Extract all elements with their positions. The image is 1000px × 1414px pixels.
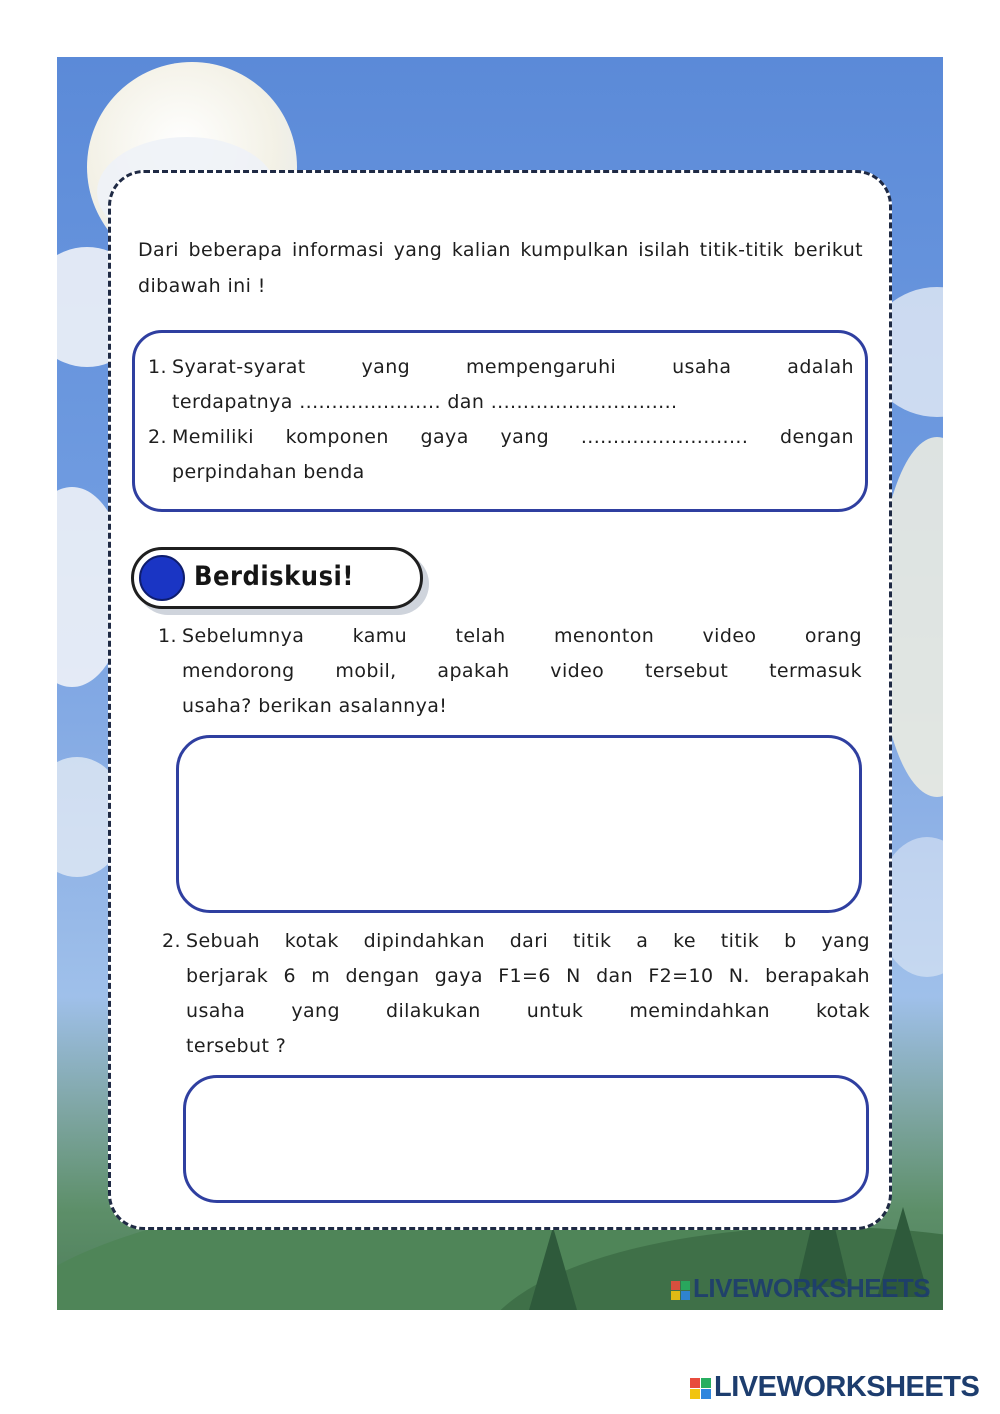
fill-in-question-2 [148, 420, 854, 455]
question-text: tersebut ? [186, 1035, 287, 1057]
question-number: 1. [148, 356, 167, 378]
bullet-dot-icon [139, 555, 185, 601]
tree-illustration [527, 1227, 579, 1310]
discussion-question-1 [158, 619, 862, 724]
watermark-text: LIVEWORKSHEETS [693, 1273, 931, 1303]
fill-in-questions [148, 350, 854, 490]
question-number: 1. [158, 625, 177, 647]
question-text: usaha? berikan asalannya! [182, 695, 448, 717]
question-text[interactable]: Memiliki komponen gaya yang .......................... dengan [172, 426, 854, 448]
fill-in-question-1 [148, 350, 854, 385]
question-number: 2. [162, 930, 181, 952]
question-number: 2. [148, 426, 167, 448]
question-text[interactable]: terdapatnya ...................... dan ............................. [172, 391, 678, 413]
intro-instruction: Dari beberapa informasi yang kalian kumpulkan isilah titik-titik berikut dibawah ini ! [138, 239, 863, 297]
question-text: mendorong mobil, apakah video tersebut termasuk [182, 660, 862, 682]
question-text: perpindahan benda [172, 461, 365, 483]
liveworksheets-logo-icon [671, 1281, 690, 1300]
watermark-footer[interactable] [690, 1371, 979, 1404]
section-title: Berdiskusi! [194, 561, 354, 592]
liveworksheets-logo-icon [690, 1378, 711, 1399]
question-text: usaha yang dilakukan untuk memindahkan kotak [186, 1000, 870, 1022]
discussion-question-2 [162, 924, 870, 1064]
answer-box-1[interactable] [176, 735, 862, 913]
watermark-inner [671, 1273, 930, 1304]
question-text: Sebuah kotak dipindahkan dari titik a ke titik b yang [186, 930, 870, 952]
question-text: Syarat-syarat yang mempengaruhi usaha adalah [172, 356, 854, 378]
question-text: berjarak 6 m dengan gaya F1=6 N dan F2=10 N. berapakah [186, 965, 870, 987]
answer-box-2[interactable] [183, 1075, 869, 1203]
watermark-text: LIVEWORKSHEETS [714, 1371, 980, 1403]
question-text: Sebelumnya kamu telah menonton video orang [182, 625, 862, 647]
